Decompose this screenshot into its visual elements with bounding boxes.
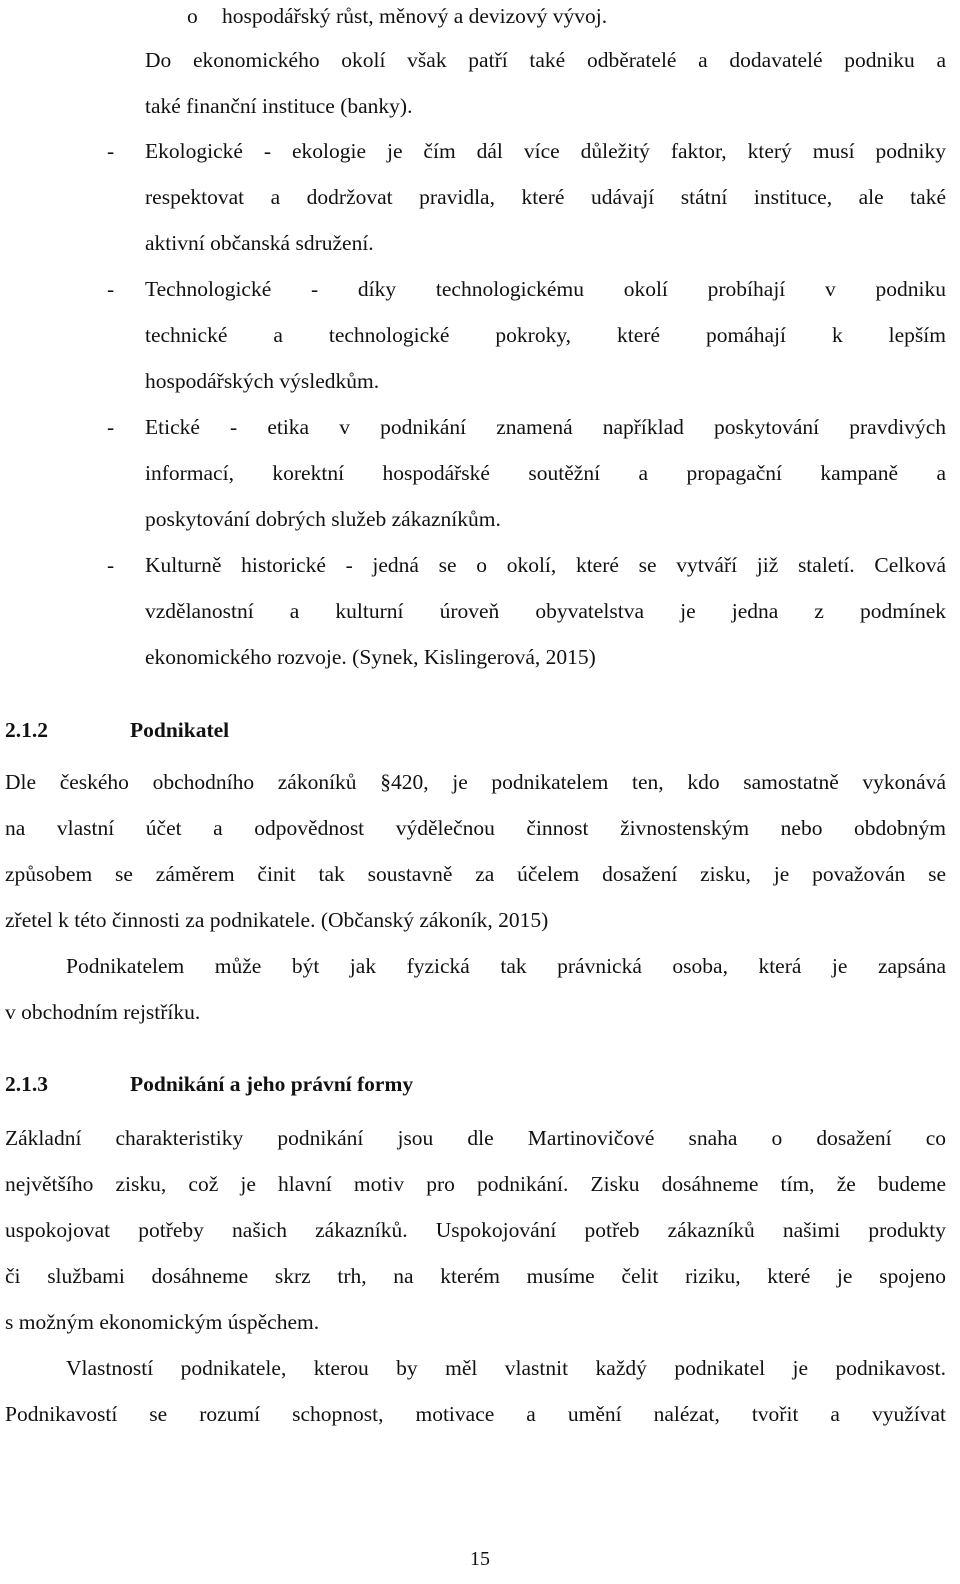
bullet-line: ekonomického rozvoje. (Synek, Kislingerová, 2015)	[145, 645, 596, 669]
bullet-line: Technologické - díky technologickému okolí probíhají v podniku	[145, 277, 946, 301]
list-item-text: hospodářský růst, měnový a devizový vývoj.	[222, 4, 608, 28]
paragraph-line: či službami dosáhneme skrz trh, na kterém musíme čelit riziku, které je spojeno	[5, 1264, 946, 1288]
paragraph-line: s možným ekonomickým úspěchem.	[5, 1310, 320, 1334]
section-title: Podnikatel	[130, 718, 230, 742]
paragraph-line: Dle českého obchodního zákoníků §420, je podnikatelem ten, kdo samostatně vykonává	[5, 770, 946, 794]
paragraph-line: na vlastní účet a odpovědnost výdělečnou činnost živnostenským nebo obdobným	[5, 816, 946, 840]
list-marker-o: o	[187, 4, 198, 28]
bullet-marker: -	[107, 277, 115, 301]
bullet-marker: -	[107, 415, 115, 439]
bullet-line: respektovat a dodržovat pravidla, které udávají státní instituce, ale také	[145, 185, 946, 209]
section-number: 2.1.3	[5, 1072, 48, 1096]
bullet-line: informací, korektní hospodářské soutěžní a propagační kampaně a	[145, 461, 946, 485]
bullet-line: technické a technologické pokroky, které pomáhají k lepším	[145, 323, 946, 347]
paragraph-line: uspokojovat potřeby našich zákazníků. Uspokojování potřeb zákazníků našimi produkty	[5, 1218, 946, 1242]
page-number: 15	[470, 1548, 490, 1570]
bullet-marker: -	[107, 139, 115, 163]
bullet-line: Ekologické - ekologie je čím dál více důležitý faktor, který musí podniky	[145, 139, 946, 163]
paragraph-line: zřetel k této činnosti za podnikatele. (Občanský zákoník, 2015)	[5, 908, 549, 932]
bullet-line: Etické - etika v podnikání znamená například poskytování pravdivých	[145, 415, 946, 439]
body-line: také finanční instituce (banky).	[145, 94, 413, 118]
paragraph-line: největšího zisku, což je hlavní motiv pro podnikání. Zisku dosáhneme tím, že budeme	[5, 1172, 946, 1196]
paragraph-line: v obchodním rejstříku.	[5, 1000, 201, 1024]
body-line: Do ekonomického okolí však patří také odběratelé a dodavatelé podniku a	[145, 48, 946, 72]
paragraph-line: Podnikatelem může být jak fyzická tak právnická osoba, která je zapsána	[66, 954, 946, 978]
paragraph-line: Podnikavostí se rozumí schopnost, motivace a umění nalézat, tvořit a využívat	[5, 1402, 946, 1426]
bullet-line: hospodářských výsledkům.	[145, 369, 380, 393]
bullet-marker: -	[107, 553, 115, 577]
paragraph-line: způsobem se záměrem činit tak soustavně za účelem dosažení zisku, je považován se	[5, 862, 946, 886]
bullet-line: Kulturně historické - jedná se o okolí, které se vytváří již staletí. Celková	[145, 553, 946, 577]
section-title: Podnikání a jeho právní formy	[130, 1072, 414, 1096]
bullet-line: aktivní občanská sdružení.	[145, 231, 374, 255]
bullet-line: vzdělanostní a kulturní úroveň obyvatelstva je jedna z podmínek	[145, 599, 946, 623]
bullet-line: poskytování dobrých služeb zákazníkům.	[145, 507, 501, 531]
paragraph-line: Vlastností podnikatele, kterou by měl vlastnit každý podnikatel je podnikavost.	[66, 1356, 946, 1380]
paragraph-line: Základní charakteristiky podnikání jsou dle Martinovičové snaha o dosažení co	[5, 1126, 946, 1150]
section-number: 2.1.2	[5, 718, 48, 742]
